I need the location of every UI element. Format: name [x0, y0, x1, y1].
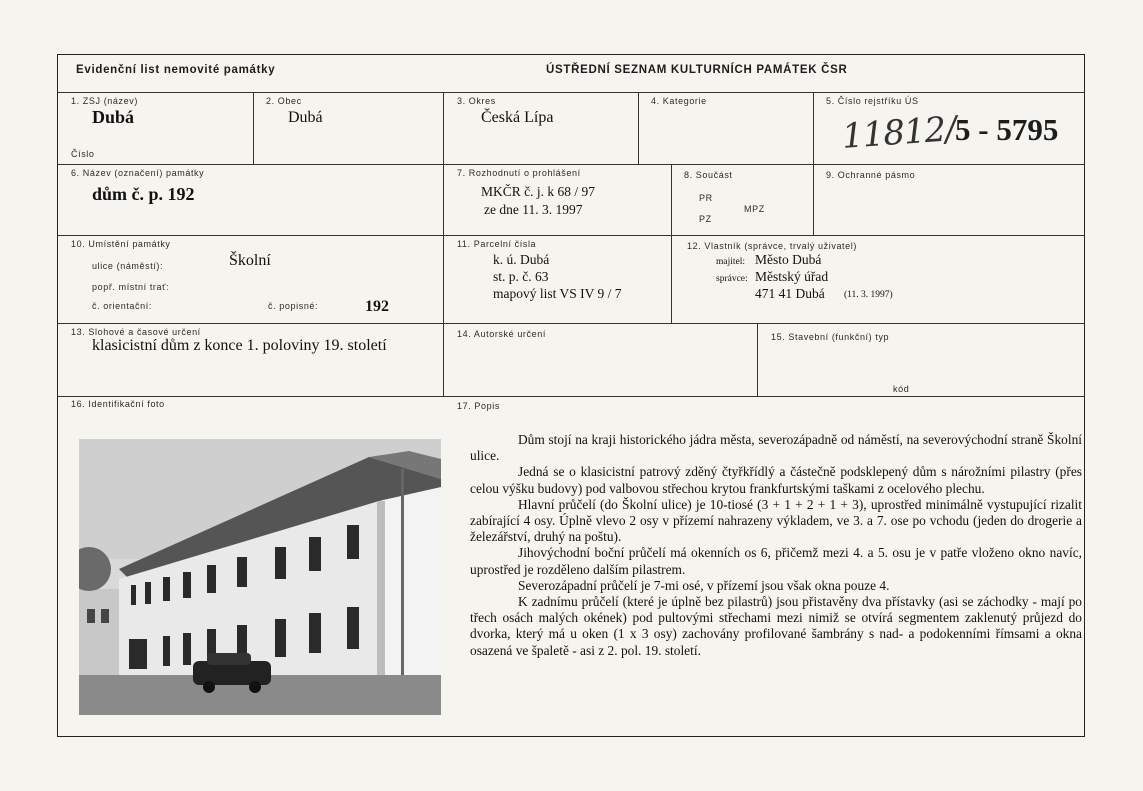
zsj-label: 1. ZSJ (název) — [71, 96, 138, 106]
description-paragraph: Dům stojí na kraji historického jádra města, severozápadně od náměstí, na severovýchodní straně Školní ulice. — [470, 432, 1082, 464]
identification-photo — [79, 439, 441, 715]
description-paragraph: Jihovýchodní boční průčelí má okenních os 6, přičemž mezi 4. a 5. osu je v patře vloženo okno navíc, uprostřed je rozděleno dalším pilastrem. — [470, 545, 1082, 577]
divider — [757, 323, 758, 396]
ulice-label: ulice (náměstí): — [92, 261, 164, 271]
zsj-value: Dubá — [92, 107, 135, 127]
description-paragraph: Hlavní průčelí (do Školní ulice) je 10-tiosé (3 + 1 + 2 + 1 + 3), uprostřed minimálně vystupující rizalit zabírající 4 osy. Úplně vlevo 2 osy v přízemí nahrazeny výkladem, ve 3. a 7. ose po vchodu (jeden do drogerie a železářství, druhý na poštu). — [470, 496, 1082, 545]
divider — [443, 92, 444, 396]
stavebni-typ-label: 15. Stavební (funkční) typ — [771, 332, 890, 342]
register-title: ÚSTŘEDNÍ SEZNAM KULTURNÍCH PAMÁTEK ČSR — [546, 64, 848, 76]
description-paragraph: Jedná se o klasicistní patrový zděný čtyřkřídlý a částečně podsklepený dům s nárožními pilastry (přes celou výšku budovy) pod valbovou střechou krytou frankfurtskými taškami z ocelového plechu. — [470, 464, 1082, 496]
kategorie-label: 4. Kategorie — [651, 96, 707, 106]
divider — [57, 323, 1085, 324]
soucast-label: 8. Součást — [684, 170, 733, 180]
obec-value: Dubá — [288, 109, 323, 126]
majitel-value: Město Dubá — [755, 252, 822, 267]
divider — [57, 92, 1085, 93]
ochranne-pasmo-label: 9. Ochranné pásmo — [826, 170, 916, 180]
divider — [638, 92, 639, 164]
parcelni-label: 11. Parcelní čísla — [457, 239, 537, 249]
rozhodnuti-label: 7. Rozhodnutí o prohlášení — [457, 168, 581, 178]
divider — [57, 164, 1085, 165]
autorske-label: 14. Autorské určení — [457, 329, 546, 339]
divider — [671, 164, 672, 323]
parcelni-line3: mapový list VS IV 9 / 7 — [493, 286, 622, 301]
spravce-label: správce: — [716, 274, 748, 284]
umisteni-label: 10. Umístění památky — [71, 239, 171, 249]
vlastnik-label: 12. Vlastník (správce, trvalý uživatel) — [687, 241, 857, 251]
registry-number: 5 - 5795 — [955, 112, 1059, 147]
divider — [57, 235, 1085, 236]
divider — [57, 396, 1085, 397]
obec-label: 2. Obec — [266, 96, 302, 106]
foto-label: 16. Identifikační foto — [71, 399, 165, 409]
parcelni-line2: st. p. č. 63 — [493, 269, 549, 284]
form-title: Evidenční list nemovité památky — [76, 64, 276, 76]
majitel-label: majitel: — [716, 257, 746, 267]
handwritten-registry-note: 11812/ — [840, 109, 957, 157]
owner-address: 471 41 Dubá — [755, 286, 825, 301]
description-text — [470, 432, 1082, 659]
kod-label: kód — [893, 384, 910, 394]
parcelni-line1: k. ú. Dubá — [493, 252, 550, 267]
nazev-value: dům č. p. 192 — [92, 184, 195, 204]
zsj-number-label: Číslo — [71, 149, 95, 159]
popis-label: 17. Popis — [457, 401, 500, 411]
description-paragraph: K zadnímu průčelí (které je úplně bez pilastrů) jsou přistavěny dva přístavky (asi se záchodky - mají po třech osách malých okének) pod pultovými střechami mezi nimiž se otvírá segmentem zaklenutý průjezd do dvorka, který má u oken (1 x 3 osy) zachovány profilované šambrány s nad- a podokenními římsami a okna osazená ve špaletě - asi z 2. pol. 19. století. — [470, 594, 1082, 658]
soucast-pz: PZ — [699, 214, 712, 224]
soucast-mpz: MPZ — [744, 204, 765, 214]
cislo-popisne-value: 192 — [365, 298, 389, 315]
nazev-label: 6. Název (označení) památky — [71, 168, 205, 178]
rozhodnuti-line1: MKČR č. j. k 68 / 97 — [481, 184, 596, 199]
slohove-value: klasicistní dům z konce 1. poloviny 19. století — [92, 337, 387, 354]
registry-label: 5. Číslo rejstříku ÚS — [826, 96, 919, 106]
divider — [813, 92, 814, 235]
okres-value: Česká Lípa — [481, 109, 554, 126]
divider — [253, 92, 254, 164]
spravce-value: Městský úřad — [755, 269, 829, 284]
rozhodnuti-line2: ze dne 11. 3. 1997 — [484, 202, 583, 217]
description-paragraph: Severozápadní průčelí je 7-mi osé, v přízemí jsou však okna pouze 4. — [518, 577, 890, 593]
slohove-label: 13. Slohové a časové určení — [71, 327, 201, 337]
soucast-pr: PR — [699, 193, 713, 203]
ulice-value: Školní — [229, 252, 271, 269]
cislo-orientacni-label: č. orientační: — [92, 301, 152, 311]
owner-date: (11. 3. 1997) — [844, 290, 893, 300]
okres-label: 3. Okres — [457, 96, 496, 106]
cislo-popisne-label: č. popisné: — [268, 301, 319, 311]
mistni-trat-label: popř. místní trať: — [92, 282, 170, 292]
